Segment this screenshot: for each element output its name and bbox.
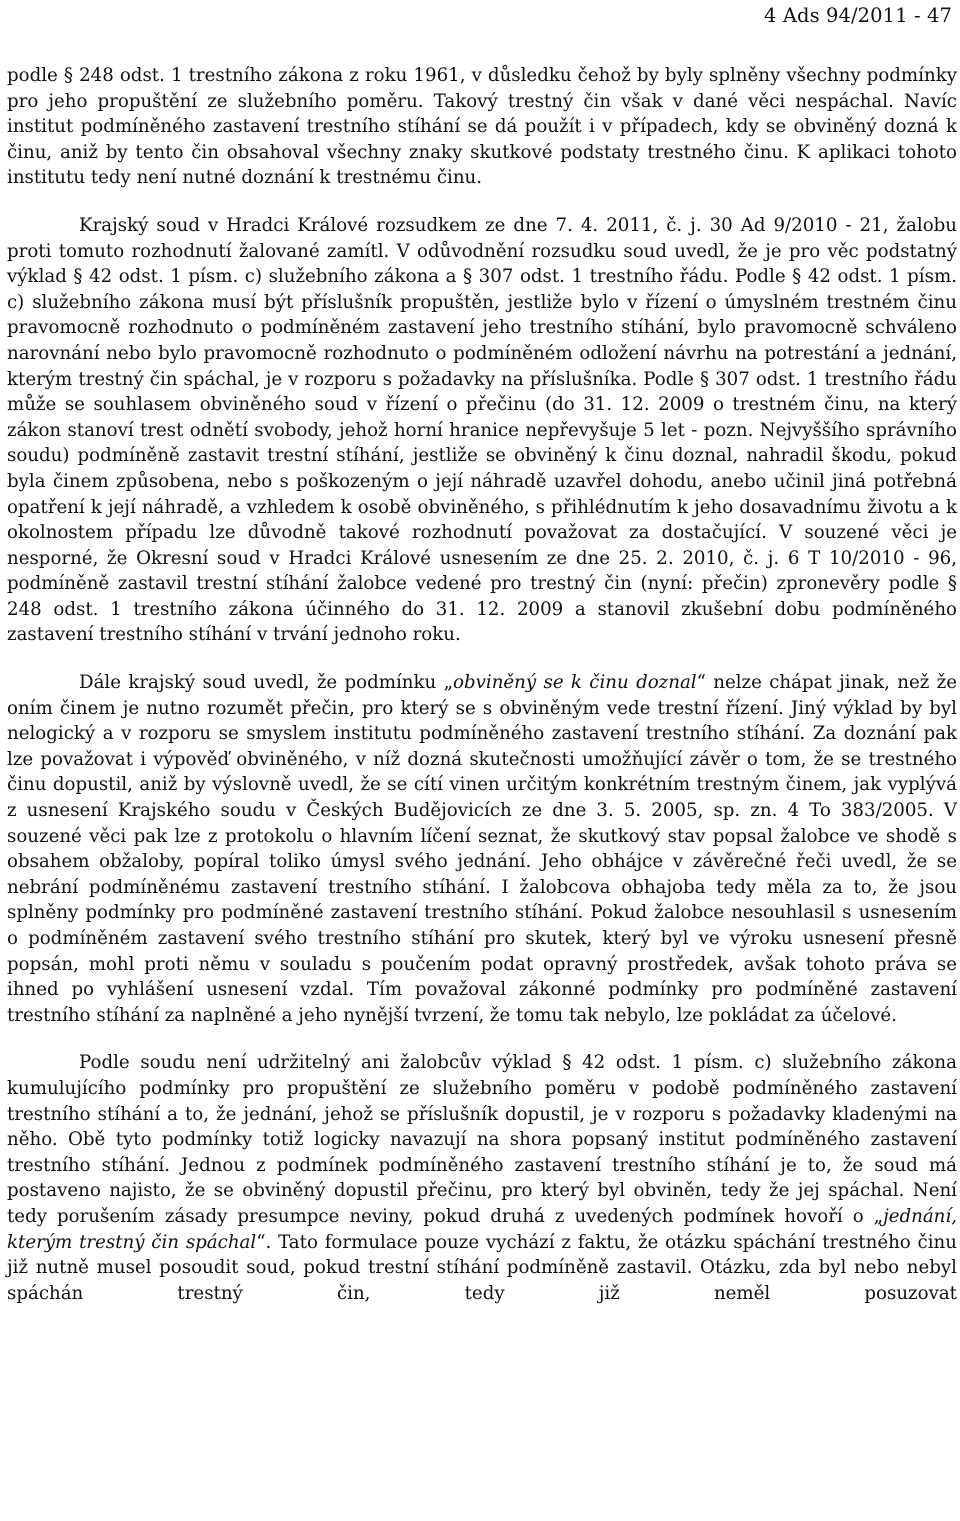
- paragraph-text: Dále krajský soud uvedl, že podmínku „: [79, 672, 454, 694]
- paragraph-text: Podle soudu není udržitelný ani žalobcův výklad § 42 odst. 1 písm. c) služebního zákona kumulujícího podmínky pro propuštění ze služebního poměru v podobě podmíněného zastavení trestního stíhání a to, že jednání, jehož se příslušník dopustil, je v rozporu s požadavky kladenými na něho. Obě tyto podmínky totiž logicky navazují na shora popsaný institut podmíněného zastavení trestního stíhání. Jednou z podmínek podmíněného zastavení trestního stíhání je to, že soud má postaveno najisto, že se obviněný dopustil přečinu, pro který byl obviněn, tedy že jej spáchal. Není tedy porušením zásady presumpce neviny, pokud druhá z uvedených podmínek hovoří o „: [7, 1052, 957, 1227]
- page-header-reference: 4 Ads 94/2011 - 47: [764, 4, 952, 27]
- italic-quote-text: jednání, kterým trestný čin spáchal: [7, 1205, 957, 1253]
- paragraph-text: podle § 248 odst. 1 trestního zákona z roku 1961, v důsledku čehož by byly splněny všechny podmínky pro jeho propuštění ze služebního poměru. Takový trestný čin však v dané věci nespáchal. Navíc institut podmíněného zastavení trestního stíhání se dá použít i v případech, kdy se obviněný dozná k činu, aniž by tento čin obsahoval všechny znaky skutkové podstaty trestného činu. K aplikaci tohoto institutu tedy není nutné doznání k trestnému činu.: [7, 65, 957, 189]
- italic-quote-text: obviněný se k činu doznal: [453, 672, 697, 694]
- paragraph-continuation: [7, 63, 957, 191]
- paragraph-cumulative-conditions: [7, 1050, 957, 1306]
- document-body: [7, 63, 957, 1306]
- paragraph-regional-court-judgment: [7, 213, 957, 648]
- paragraph-text: Krajský soud v Hradci Králové rozsudkem ze dne 7. 4. 2011, č. j. 30 Ad 9/2010 - 21, žalobu proti tomuto rozhodnutí žalované zamítl. V odůvodnění rozsudku soud uvedl, že je pro věc podstatný výklad § 42 odst. 1 písm. c) služebního zákona a § 307 odst. 1 trestního řádu. Podle § 42 odst. 1 písm. c) služebního zákona musí být příslušník propuštěn, jestliže bylo v řízení o úmyslném trestném činu pravomocně rozhodnuto o podmíněném zastavení jeho trestního stíhání, bylo pravomocně schváleno narovnání nebo bylo pravomocně rozhodnuto o podmíněném odložení návrhu na potrestání a jednání, kterým trestný čin spáchal, je v rozporu s požadavky na příslušníka. Podle § 307 odst. 1 trestního řádu může se souhlasem obviněného soud v řízení o přečinu (do 31. 12. 2009 o trestném činu, na který zákon stanoví trest odnětí svobody, jehož horní hranice nepřevyšuje 5 let - pozn. Nejvyššího správního soudu) podmíněně zastavit trestní stíhání, jestliže se obviněný k činu doznal, nahradil škodu, pokud byla činem způsobena, nebo s poškozeným o její náhradě uzavřel dohodu, anebo učinil jiná potřebná opatření k její náhradě, a vzhledem k osobě obviněného, s přihlédnutím k jeho dosavadnímu životu a k okolnostem případu lze důvodně takové rozhodnutí považovat za dostačující. V souzené věci je nesporné, že Okresní soud v Hradci Králové usnesením ze dne 25. 2. 2010, č. j. 6 T 10/2010 - 96, podmíněně zastavil trestní stíhání žalobce vedené pro trestný čin (nyní: přečin) zpronevěry podle § 248 odst. 1 trestního zákona účinného do 31. 12. 2009 a stanovil zkušební dobu podmíněného zastavení trestního stíhání v trvání jednoho roku.: [7, 214, 957, 646]
- paragraph-text: “. Tato formulace pouze vychází z faktu, že otázku spáchání trestného činu již nutně musel posoudit soud, pokud trestní stíhání podmíněně zastavil. Otázku, zda byl nebo nebyl spáchán trestný čin, tedy již neměl posuzovat: [7, 1231, 957, 1304]
- paragraph-text: “ nelze chápat jinak, než že oním činem je nutno rozumět přečin, pro který se s obviněným vede trestní řízení. Jiný výklad by byl nelogický a v rozporu se smyslem institutu podmíněného zastavení trestního stíhání. Za doznání pak lze považovat i výpověď obviněného, v níž dozná skutečnosti umožňující závěr o tom, že se trestného činu dopustil, aniž by výslovně uvedl, že se cítí vinen určitým konkrétním trestným činem, jak vyplývá z usnesení Krajského soudu v Českých Budějovicích ze dne 3. 5. 2005, sp. zn. 4 To 383/2005. V souzené věci pak lze z protokolu o hlavním líčení seznat, že skutkový stav popsal žalobce ve shodě s obsahem obžaloby, popíral toliko úmysl svého jednání. Jeho obhájce v závěrečné řeči uvedl, že se nebrání podmíněnému zastavení trestního stíhání. I žalobcova obhajoba tedy měla za to, že jsou splněny podmínky pro podmíněné zastavení trestního stíhání. Pokud žalobce nesouhlasil s usnesením o podmíněném zastavení svého trestního stíhání pro skutek, který byl ve výroku usnesení přesně popsán, mohl proti němu v souladu s poučením podat opravný prostředek, avšak tohoto práva se ihned po vyhlášení usnesení vzdal. Tím považoval zákonné podmínky pro podmíněné zastavení trestního stíhání za naplněné a jeho nynější tvrzení, že tomu tak nebylo, lze pokládat za účelové.: [7, 672, 958, 1026]
- paragraph-confession-condition: [7, 670, 957, 1028]
